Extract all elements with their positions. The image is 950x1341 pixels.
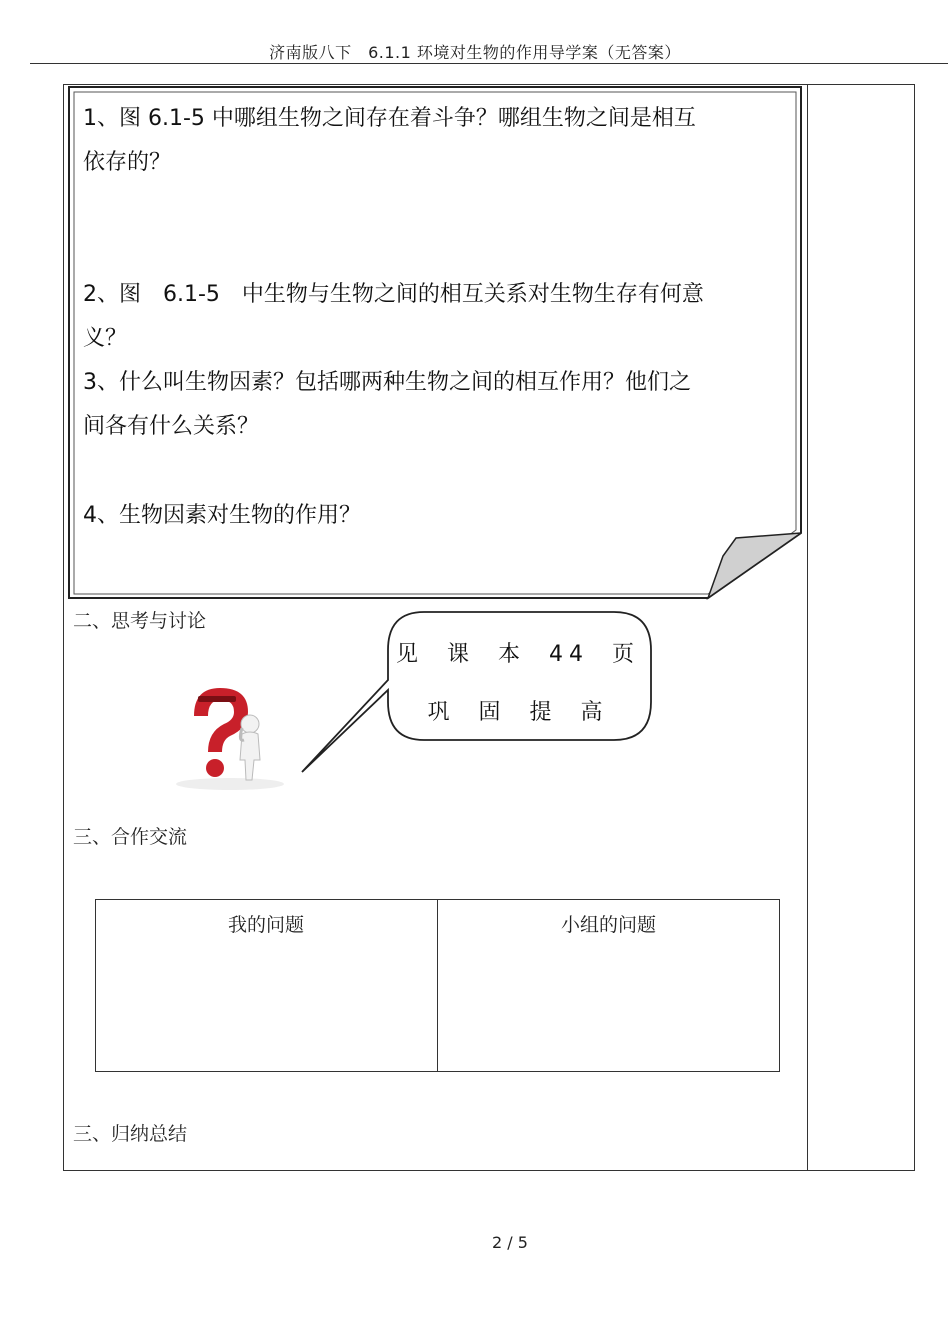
question-3-line-2: 间各有什么关系？ (83, 414, 260, 439)
table-column-divider (807, 84, 808, 1171)
question-4-line-1: 4、生物因素对生物的作用？ (83, 503, 361, 528)
page-number: 2 / 5 (492, 1233, 528, 1252)
question-1-line-2: 依存的？ (83, 150, 172, 175)
question-2-line-1: 2、图 6.1-5 中生物与生物之间的相互关系对生物生存有何意 (83, 282, 704, 307)
question-1-line-1: 1、图 6.1-5 中哪组生物之间存在着斗争？哪组生物之间是相互 (83, 106, 696, 131)
question-2-line-2: 义？ (83, 326, 128, 351)
question-mark-figure-icon (168, 680, 290, 792)
bubble-text-line-1: 见 课 本 44 页 (396, 642, 640, 667)
my-question-header: 我的问题 (227, 914, 304, 936)
section-heading-summary: 三、归纳总结 (73, 1123, 188, 1145)
page-header-title: 济南版八下 6.1.1 环境对生物的作用导学案（无答案） (269, 43, 681, 62)
header-rule (30, 63, 948, 64)
question-mark-figure-image (168, 680, 290, 792)
section-heading-cooperate: 三、合作交流 (73, 826, 188, 848)
bubble-text-line-2: 巩 固 提 高 (427, 700, 609, 725)
section-heading-discuss: 二、思考与讨论 (73, 610, 207, 632)
group-question-header: 小组的问题 (560, 914, 656, 936)
question-3-line-1: 3、什么叫生物因素？包括哪两种生物之间的相互作用？他们之 (83, 370, 691, 395)
